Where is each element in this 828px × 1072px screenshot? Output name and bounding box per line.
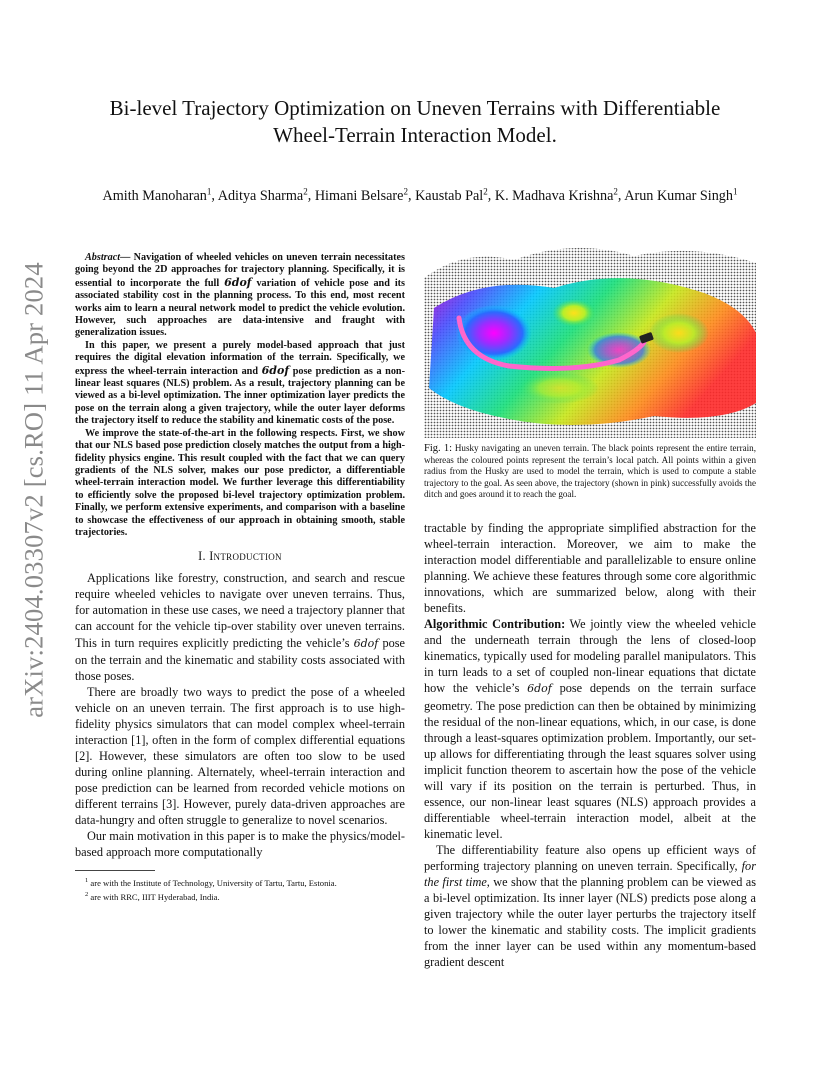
author: K. Madhava Krishna$^2$ xyxy=(494,186,618,204)
footnote: $^2$ are with RRC, IIIT Hyderabad, India. xyxy=(85,891,220,902)
author: Amith Manoharan$^1$ xyxy=(102,186,212,204)
terrain-image xyxy=(424,238,756,438)
arxiv-side-stamp xyxy=(4,262,64,718)
paper-title xyxy=(70,95,760,149)
left-column xyxy=(75,252,405,903)
author-list: Amith Manoharan$^1$, Aditya Sharma$^2$, Himani Belsare$^2$, Kaustab Pal$^2$, K. Madhava Krishna$^2$, Arun Kumar Singh$^1$ xyxy=(102,186,738,204)
figure-label: Fig. 1: xyxy=(424,443,452,454)
abstract: Abstract— Navigation of wheeled vehicles on uneven terrain necessitates going beyond the 2D approaches for trajectory planning. Specifically, it is essential to incorporate the full 6dof variation of vehicle pose and its associated stability cost in the planning process. To this end, most recent works aim to learn a neural network model to predict the vehicle evolution. However, such approaches are data-intensive and fraught with generalization issues. In this paper, we present a purely model-based approach that just requires the digital elevation information of the terrain. Specifically, we express the wheel-terrain interaction and 6dof pose prediction as a non-linear least squares (NLS) problem. As a result, trajectory planning can be viewed as a bi-level optimization. The inner optimization layer predicts the pose on the terrain along a given trajectory, while the outer layer deforms the trajectory itself to reduce the stability and kinematic costs of the pose. We improve the state-of-the-art in the following respects. First, we show that our NLS based pose prediction closely matches the output from a high-fidelity physics engine. This result coupled with the fact that we can query gradients of the NLS solver, makes our pose predictor, a differentiable wheel-terrain interaction model. We further leverage this differentiability to efficiently solve the proposed bi-level trajectory optimization problem. Finally, we perform extensive experiments, and comparison with a baseline to showcase the effectiveness of our approach in obtaining smooth, stable trajectories. xyxy=(75,252,406,538)
terrain-figure xyxy=(424,238,756,438)
footnote-divider xyxy=(75,870,155,871)
footnote: $^1$ are with the Institute of Technology, University of Tartu, Tartu, Estonia. xyxy=(85,877,337,889)
section-heading: I. Introduction xyxy=(198,549,282,564)
ditch xyxy=(456,305,532,361)
author: Aditya Sharma$^2$ xyxy=(217,186,308,204)
abstract-label: Abstract xyxy=(85,252,121,263)
contribution-label: Algorithmic Contribution: xyxy=(424,617,566,632)
author: Himani Belsare$^2$ xyxy=(314,186,408,204)
title-line-1: Bi-level Trajectory Optimization on Uneven Terrains with Differentiable xyxy=(109,96,721,120)
arxiv-identifier: arXiv:2404.03307v2 [cs.RO] 11 Apr 2024 xyxy=(18,262,49,718)
introduction-text: Applications like forestry, construction, and search and rescue require wheeled vehicles to navigate over uneven terrains. Thus, for automation in these use cases, we need a trajectory planner that can account for the vehicle tip-over stability over uneven terrains. This in turn requires explicitly predicting the vehicle’s 6dof pose on the terrain and the kinematic and stability costs associated with those poses. There are broadly two ways to predict the pose of a wheeled vehicle on an uneven terrain. The first approach is to use high-fidelity physics simulators that can model complex wheel-terrain interaction [1], often in the form of complex differential equations [2]. However, these simulators are often too slow to be used during online planning. Alternately, wheel-terrain interaction and pose prediction can be learned from recorded vehicle motions on different terrains [3]. However, purely data-driven approaches are data-hungry and often struggle to generalize to novel scenarios. Our main motivation in this paper is to make the physics/model-based approach more computationally xyxy=(75,571,405,860)
right-column-text: tractable by finding the appropriate simplified abstraction for the wheel-terrain interaction. Moreover, we aim to make the interaction model differentiable and parallelizable to ensure online planning. We achieve these features through some core algorithmic innovations, which are summarized below, along with their benefits. Algorithmic Contribution: We jointly view the wheeled vehicle and the underneath terrain through the lens of closed-loop kinematics, typically used for modeling parallel manipulators. This in turn leads to a set of coupled non-linear equations that dictate how the vehicle’s 6dof pose depends on the terrain surface geometry. The pose prediction can then be obtained by minimizing the residual of the non-linear equations, which, in our case, is done through a least-squares optimization problem. Importantly, our set-up allows for differentiating through the least squares solver using implicit function theorem to ascertain how the pose of the vehicle will vary if its position on the terrain is perturbed. Thus, in essence, our non-linear least squares (NLS) approach provides a differentiable wheel-terrain interaction model, albeit at the kinematic level. The differentiability feature also opens up efficient ways of performing trajectory planning on uneven terrain. Specifically, for the first time, we show that the planning problem can be viewed as a bi-level optimization. Its inner layer (NLS) predicts pose along a given trajectory while the outer layer perturbs the trajectory itself to lower the kinematic and stability costs. The implicit gradients from the inner layer can be used within any momentum-based gradient descent xyxy=(424,521,757,970)
author: Arun Kumar Singh$^1$ xyxy=(624,186,738,204)
author: Kaustab Pal$^2$ xyxy=(415,186,488,204)
title-line-2: Wheel-Terrain Interaction Model. xyxy=(273,123,557,147)
figure-caption: Fig. 1: Husky navigating an uneven terrain. The black points represent the entire terrain, whereas the coloured points represent the terrain’s local patch. All points within a given radius from the Husky are used to model the terrain, which is used to compute a stable trajectory to the goal. As seen above, the trajectory (shown in pink) successfully avoids the ditch and goes around it to reach the goal. xyxy=(424,443,756,500)
